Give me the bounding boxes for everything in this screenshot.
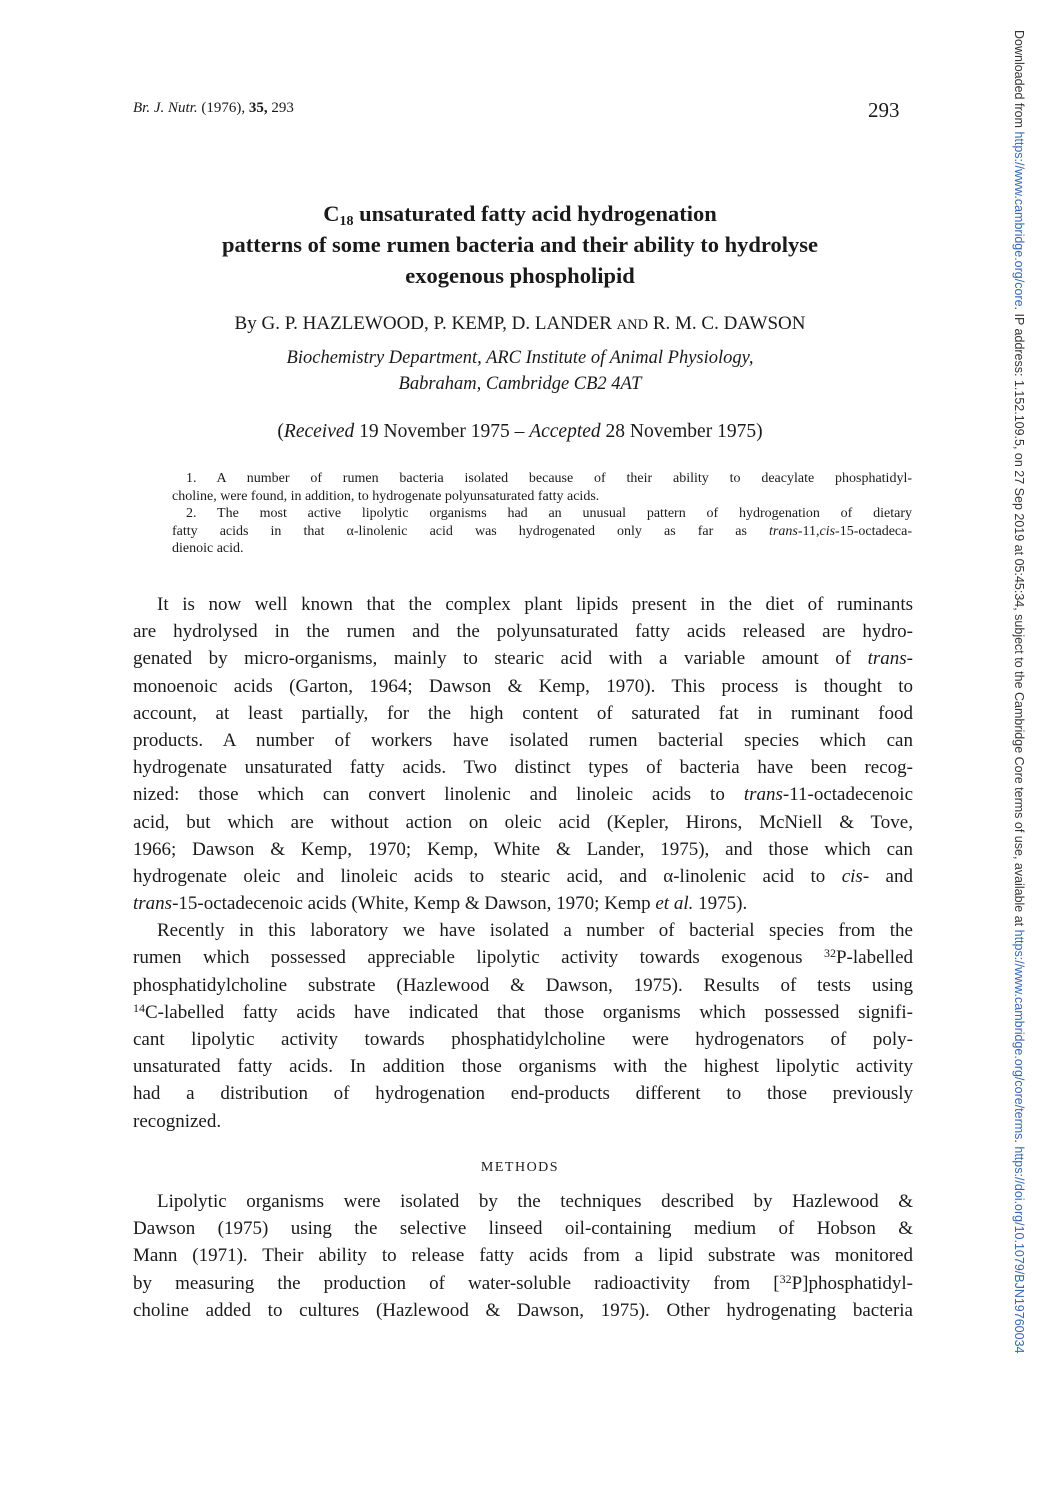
- title-line-1: [120, 198, 920, 229]
- body-line: Recently in this laboratory we have isolated a number of bacterial species from the: [157, 920, 913, 942]
- body-line: monoenoic acids (Garton, 1964; Dawson & Kemp, 1970). This process is thought to: [133, 675, 913, 697]
- methods-heading: METHODS: [480, 1160, 560, 1175]
- abstract-text: -11,: [797, 523, 820, 539]
- watermark-text: .: [1012, 1139, 1026, 1147]
- body-superscript: 32: [823, 946, 836, 961]
- title-line-3: exogenous phospholipid: [405, 263, 635, 288]
- accepted-date: 28 November 1975): [600, 421, 763, 442]
- journal-reference: [133, 100, 294, 117]
- body-italic: cis: [841, 865, 863, 887]
- body-line: are hydrolysed in the rumen and the polyunsaturated fatty acids released are hydro-: [133, 621, 913, 643]
- accepted-label: Accepted: [529, 421, 601, 442]
- journal-abbrev: Br. J. Nutr.: [133, 100, 198, 116]
- journal-year: (1976),: [201, 100, 246, 116]
- watermark-link-doi[interactable]: https://doi.org/10.1079/BJN19760034: [1012, 1146, 1026, 1354]
- authors-by: By: [234, 313, 257, 334]
- body-italic: et al.: [655, 893, 694, 915]
- body-text: - and: [862, 865, 913, 887]
- abstract-line: dienoic acid.: [172, 541, 244, 557]
- received-dates: [120, 421, 920, 443]
- journal-volume: 35,: [248, 100, 268, 116]
- body-line: cant lipolytic activity towards phosphatidylcholine were hydrogenators of poly-: [133, 1029, 913, 1050]
- body-text: rumen which possessed appreciable lipolytic activity towards exogenous: [133, 947, 824, 969]
- abstract-text: -15-octadeca-: [835, 523, 912, 539]
- affiliation-line-2: Babraham, Cambridge CB2 4AT: [398, 374, 642, 394]
- body-line: [133, 890, 913, 917]
- abstract: [172, 470, 912, 558]
- body-text: -15-octadecenoic acids (White, Kemp & Dawson, 1970; Kemp: [172, 893, 656, 915]
- title-line-2: patterns of some rumen bacteria and their ability to hydrolyse: [221, 232, 818, 257]
- watermark-link-terms[interactable]: https://www.cambridge.org/core/terms: [1012, 929, 1026, 1140]
- affiliation: [120, 345, 920, 397]
- body-text: -11-octadecenoic: [782, 784, 913, 806]
- author-list: [120, 313, 920, 335]
- body-line: Dawson (1975) using the selective linseed oil-containing medium of Hobson &: [133, 1218, 913, 1240]
- received-open-paren: (: [277, 421, 284, 442]
- body-italic: trans: [133, 893, 173, 915]
- body-superscript: 32: [779, 1271, 792, 1286]
- body-line: [133, 1270, 913, 1297]
- methods-text: [133, 1188, 913, 1324]
- body-line: phosphatidylcholine substrate (Hazlewood & Dawson, 1975). Results of tests using: [133, 974, 913, 996]
- body-line: It is now well known that the complex plant lipids present in the diet of ruminants: [157, 594, 913, 615]
- body-text: by measuring the production of water-soluble radioactivity from [: [133, 1272, 780, 1294]
- watermark-link-core[interactable]: https://www.cambridge.org/core: [1012, 131, 1026, 307]
- authors-and: AND: [616, 317, 649, 333]
- abstract-italic: cis: [819, 523, 836, 539]
- body-line: recognized.: [133, 1110, 222, 1132]
- body-line: hydrogenate unsaturated fatty acids. Two distinct types of bacteria have been recog-: [133, 757, 913, 779]
- watermark-text: . IP address: 1.152.109.5, on 27 Sep 2019 at 05:45:34, subject to the Cambridge Core terms of use, available at: [1012, 306, 1026, 930]
- introduction-text: [133, 591, 913, 1135]
- body-line: choline added to cultures (Hazlewood & Dawson, 1975). Other hydrogenating bacteria: [133, 1299, 913, 1321]
- article-title: [120, 198, 920, 291]
- body-line: acid, but which are without action on oleic acid (Kepler, Hirons, McNiell & Tove,: [133, 811, 913, 833]
- page-number: 293: [868, 98, 900, 122]
- body-line: [133, 863, 913, 890]
- affiliation-line-1: Biochemistry Department, ARC Institute of Animal Physiology,: [286, 348, 754, 368]
- body-text: P-labelled: [835, 947, 913, 969]
- download-watermark: [1012, 30, 1026, 1470]
- body-text: genated by micro-organisms, mainly to stearic acid with a variable amount of: [133, 648, 868, 670]
- body-superscript: 14: [133, 1000, 145, 1015]
- body-line: account, at least partially, for the high content of saturated fat in ruminant food: [133, 702, 913, 724]
- abstract-line: choline, were found, in addition, to hydrogenate polyunsaturated fatty acids.: [172, 488, 600, 504]
- body-line: Lipolytic organisms were isolated by the techniques described by Hazlewood &: [157, 1191, 913, 1212]
- body-text: P]phosphatidyl-: [791, 1272, 913, 1294]
- abstract-line: 2. The most active lipolytic organisms had an unusual pattern of hydrogenation of dietary: [186, 506, 912, 522]
- abstract-text: fatty acids in that α-linolenic acid was hydrogenated only as far as: [172, 523, 770, 539]
- body-text: C-labelled fatty acids have indicated that those organisms which possessed signifi-: [145, 1001, 913, 1023]
- body-line: products. A number of workers have isolated rumen bacterial species which can: [133, 729, 913, 751]
- body-line: [133, 999, 913, 1026]
- received-date: 19 November 1975 –: [354, 421, 530, 442]
- body-italic: trans: [743, 784, 783, 806]
- body-line: Mann (1971). Their ability to release fatty acids from a lipid substrate was monitored: [133, 1245, 913, 1267]
- title-c: C: [323, 201, 340, 226]
- body-text: nized: those which can convert linolenic and linoleic acids to: [133, 784, 744, 806]
- body-italic: trans: [867, 648, 907, 670]
- body-line: 1966; Dawson & Kemp, 1970; Kemp, White & Lander, 1975), and those which can: [133, 838, 913, 860]
- authors-names-last: R. M. C. DAWSON: [652, 313, 806, 334]
- body-line: [133, 781, 913, 808]
- title-line-1-rest: unsaturated fatty acid hydrogenation: [353, 201, 717, 226]
- authors-names-first: G. P. HAZLEWOOD, P. KEMP, D. LANDER: [261, 313, 612, 334]
- body-line: [133, 944, 913, 971]
- body-text: 1975).: [693, 893, 748, 915]
- title-subscript: 18: [339, 214, 354, 229]
- abstract-line: 1. A number of rumen bacteria isolated because of their ability to deacylate phosphatidyl-: [186, 471, 912, 486]
- journal-first-page: 293: [271, 100, 294, 116]
- body-text: hydrogenate oleic and linoleic acids to stearic acid, and α-linolenic acid to: [133, 865, 842, 887]
- body-line: had a distribution of hydrogenation end-products different to those previously: [133, 1083, 913, 1105]
- abstract-italic: trans: [769, 523, 798, 539]
- body-line: [133, 645, 913, 672]
- watermark-text: Downloaded from: [1012, 30, 1026, 132]
- body-text: -: [906, 648, 913, 670]
- abstract-line: [172, 523, 912, 541]
- body-line: unsaturated fatty acids. In addition those organisms with the highest lipolytic activity: [133, 1056, 913, 1078]
- received-label: Received: [283, 421, 355, 442]
